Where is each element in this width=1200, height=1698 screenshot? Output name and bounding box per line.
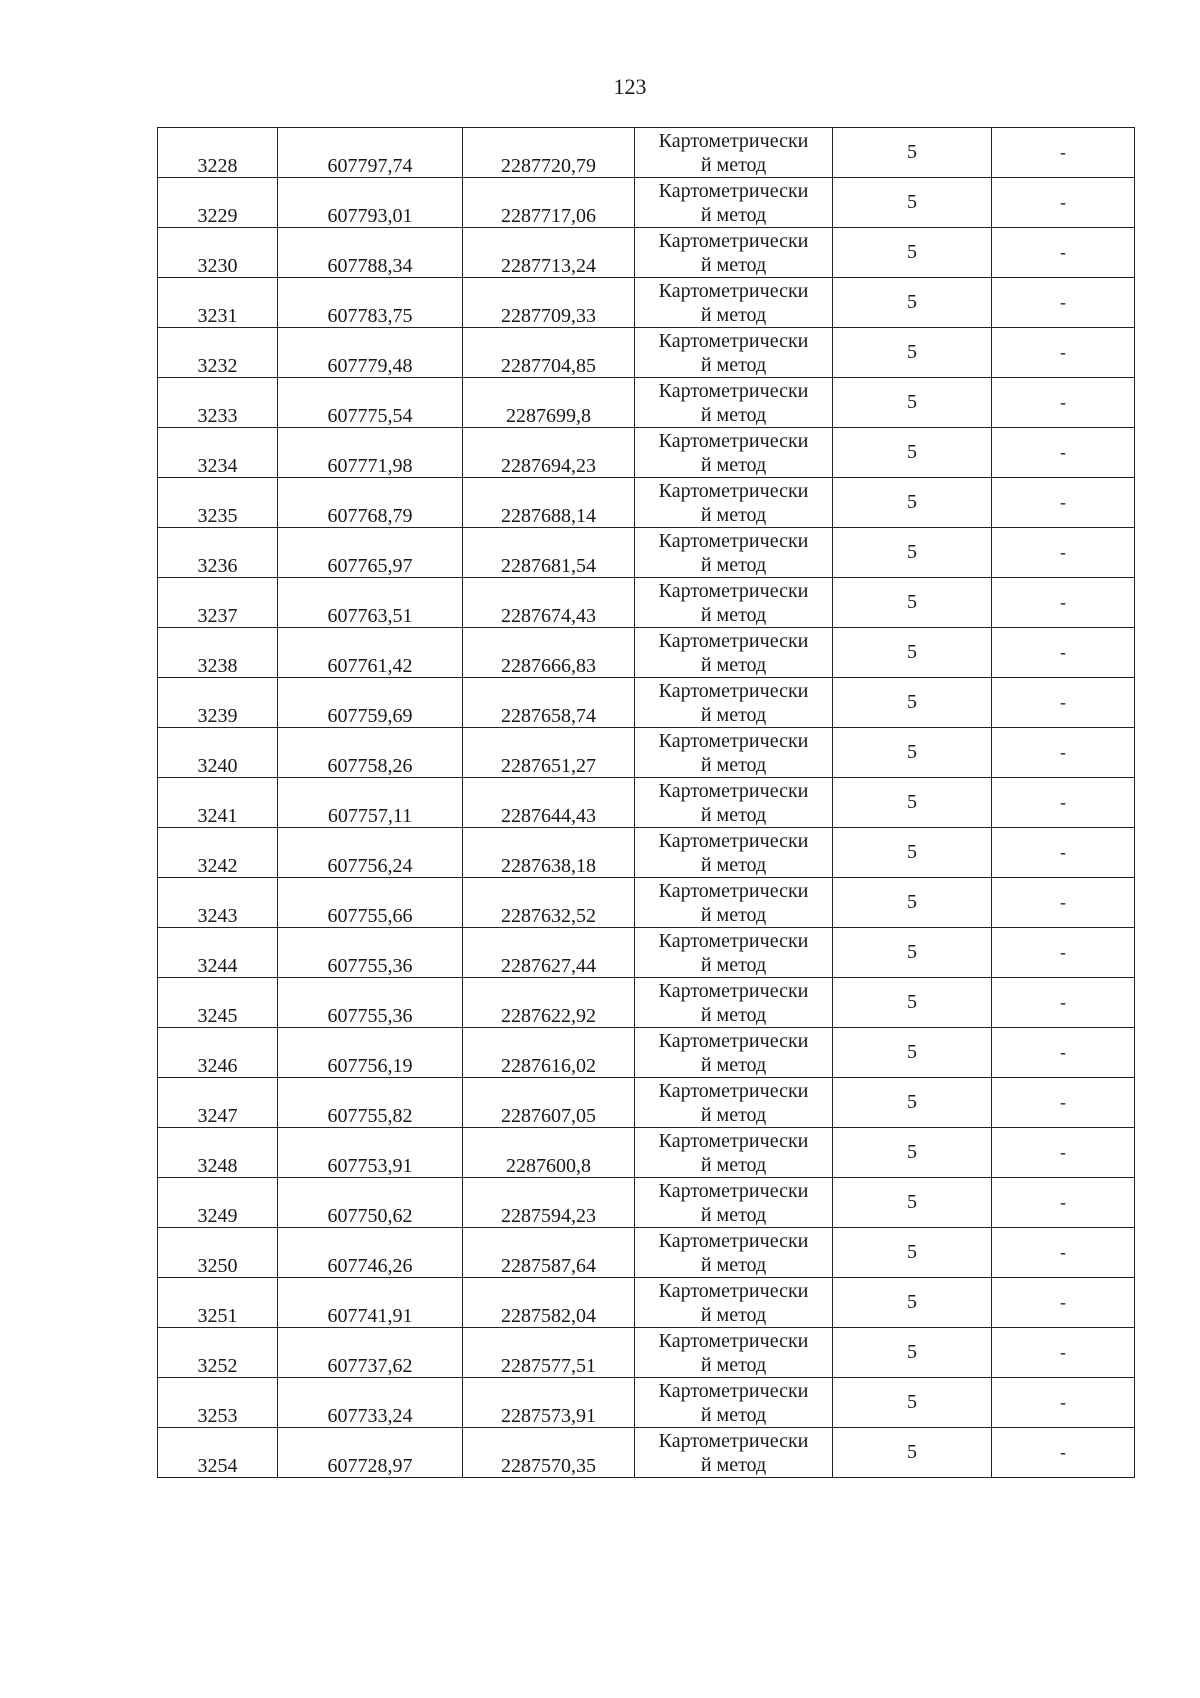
method-line-2: й метод <box>700 903 767 926</box>
note-cell: - <box>992 328 1135 378</box>
x-coordinate-cell: 607737,62 <box>278 1328 463 1378</box>
x-coordinate-cell: 607783,75 <box>278 278 463 328</box>
y-coordinate-cell: 2287622,92 <box>463 978 635 1028</box>
method-line-1: Картометрически <box>658 529 809 552</box>
method-line-1: Картометрически <box>658 579 809 602</box>
table-row <box>158 1128 1135 1178</box>
table-row <box>158 478 1135 528</box>
method-line-1: Картометрически <box>658 979 809 1002</box>
method-line-1: Картометрически <box>658 929 809 952</box>
method-cell <box>635 978 833 1028</box>
x-coordinate-cell: 607756,24 <box>278 828 463 878</box>
precision-cell: 5 <box>833 1428 992 1478</box>
precision-cell: 5 <box>833 428 992 478</box>
method-cell <box>635 828 833 878</box>
note-cell: - <box>992 1428 1135 1478</box>
method-cell <box>635 378 833 428</box>
method-line-2: й метод <box>700 553 767 576</box>
point-id-cell: 3249 <box>158 1178 278 1228</box>
point-id-cell: 3237 <box>158 578 278 628</box>
point-id-cell: 3239 <box>158 678 278 728</box>
table-body <box>158 128 1135 1478</box>
point-id-cell: 3229 <box>158 178 278 228</box>
y-coordinate-cell: 2287699,8 <box>463 378 635 428</box>
method-line-2: й метод <box>700 1303 767 1326</box>
point-id-cell: 3240 <box>158 728 278 778</box>
note-cell: - <box>992 778 1135 828</box>
note-cell: - <box>992 878 1135 928</box>
precision-cell: 5 <box>833 778 992 828</box>
precision-cell: 5 <box>833 1228 992 1278</box>
x-coordinate-cell: 607741,91 <box>278 1278 463 1328</box>
point-id-cell: 3244 <box>158 928 278 978</box>
method-line-1: Картометрически <box>658 1029 809 1052</box>
precision-cell: 5 <box>833 878 992 928</box>
note-cell: - <box>992 578 1135 628</box>
point-id-cell: 3233 <box>158 378 278 428</box>
table-row <box>158 1078 1135 1128</box>
note-cell: - <box>992 428 1135 478</box>
method-line-2: й метод <box>700 1453 767 1476</box>
y-coordinate-cell: 2287658,74 <box>463 678 635 728</box>
method-cell <box>635 1378 833 1428</box>
point-id-cell: 3241 <box>158 778 278 828</box>
method-line-2: й метод <box>700 503 767 526</box>
method-line-1: Картометрически <box>658 179 809 202</box>
y-coordinate-cell: 2287607,05 <box>463 1078 635 1128</box>
point-id-cell: 3245 <box>158 978 278 1028</box>
note-cell: - <box>992 928 1135 978</box>
table-row <box>158 278 1135 328</box>
method-line-2: й метод <box>700 253 767 276</box>
precision-cell: 5 <box>833 628 992 678</box>
point-id-cell: 3236 <box>158 528 278 578</box>
method-line-1: Картометрически <box>658 679 809 702</box>
method-line-1: Картометрически <box>658 479 809 502</box>
note-cell: - <box>992 1228 1135 1278</box>
method-line-2: й метод <box>700 353 767 376</box>
point-id-cell: 3248 <box>158 1128 278 1178</box>
point-id-cell: 3231 <box>158 278 278 328</box>
method-cell <box>635 728 833 778</box>
method-cell <box>635 478 833 528</box>
method-line-1: Картометрически <box>658 879 809 902</box>
x-coordinate-cell: 607779,48 <box>278 328 463 378</box>
table-row <box>158 1278 1135 1328</box>
method-cell <box>635 178 833 228</box>
method-cell <box>635 1278 833 1328</box>
method-line-1: Картометрически <box>658 1079 809 1102</box>
method-line-2: й метод <box>700 1153 767 1176</box>
method-line-1: Картометрически <box>658 1329 809 1352</box>
y-coordinate-cell: 2287638,18 <box>463 828 635 878</box>
x-coordinate-cell: 607753,91 <box>278 1128 463 1178</box>
precision-cell: 5 <box>833 278 992 328</box>
note-cell: - <box>992 1378 1135 1428</box>
method-line-1: Картометрически <box>658 1179 809 1202</box>
precision-cell: 5 <box>833 178 992 228</box>
y-coordinate-cell: 2287651,27 <box>463 728 635 778</box>
method-cell <box>635 928 833 978</box>
method-cell <box>635 1178 833 1228</box>
precision-cell: 5 <box>833 1378 992 1428</box>
x-coordinate-cell: 607728,97 <box>278 1428 463 1478</box>
x-coordinate-cell: 607768,79 <box>278 478 463 528</box>
method-line-2: й метод <box>700 603 767 626</box>
method-line-1: Картометрически <box>658 829 809 852</box>
point-id-cell: 3254 <box>158 1428 278 1478</box>
method-cell <box>635 328 833 378</box>
x-coordinate-cell: 607757,11 <box>278 778 463 828</box>
method-line-2: й метод <box>700 1003 767 1026</box>
x-coordinate-cell: 607755,82 <box>278 1078 463 1128</box>
point-id-cell: 3247 <box>158 1078 278 1128</box>
table-row <box>158 1428 1135 1478</box>
point-id-cell: 3243 <box>158 878 278 928</box>
y-coordinate-cell: 2287709,33 <box>463 278 635 328</box>
method-line-1: Картометрически <box>658 629 809 652</box>
method-cell <box>635 1128 833 1178</box>
note-cell: - <box>992 528 1135 578</box>
note-cell: - <box>992 978 1135 1028</box>
note-cell: - <box>992 1128 1135 1178</box>
x-coordinate-cell: 607771,98 <box>278 428 463 478</box>
note-cell: - <box>992 678 1135 728</box>
note-cell: - <box>992 728 1135 778</box>
table-row <box>158 678 1135 728</box>
method-cell <box>635 628 833 678</box>
y-coordinate-cell: 2287616,02 <box>463 1028 635 1078</box>
point-id-cell: 3230 <box>158 228 278 278</box>
x-coordinate-cell: 607758,26 <box>278 728 463 778</box>
point-id-cell: 3252 <box>158 1328 278 1378</box>
method-cell <box>635 1328 833 1378</box>
method-line-2: й метод <box>700 453 767 476</box>
y-coordinate-cell: 2287704,85 <box>463 328 635 378</box>
y-coordinate-cell: 2287681,54 <box>463 528 635 578</box>
table-row <box>158 1028 1135 1078</box>
table-row <box>158 328 1135 378</box>
method-line-1: Картометрически <box>658 279 809 302</box>
method-line-2: й метод <box>700 1103 767 1126</box>
y-coordinate-cell: 2287694,23 <box>463 428 635 478</box>
y-coordinate-cell: 2287644,43 <box>463 778 635 828</box>
precision-cell: 5 <box>833 328 992 378</box>
x-coordinate-cell: 607746,26 <box>278 1228 463 1278</box>
page-number: 123 <box>613 74 647 99</box>
x-coordinate-cell: 607793,01 <box>278 178 463 228</box>
point-id-cell: 3251 <box>158 1278 278 1328</box>
method-line-1: Картометрически <box>658 1229 809 1252</box>
note-cell: - <box>992 228 1135 278</box>
note-cell: - <box>992 1078 1135 1128</box>
method-cell <box>635 528 833 578</box>
precision-cell: 5 <box>833 478 992 528</box>
note-cell: - <box>992 478 1135 528</box>
precision-cell: 5 <box>833 528 992 578</box>
coordinates-table <box>157 127 1135 1478</box>
table-row <box>158 1178 1135 1228</box>
method-line-2: й метод <box>700 653 767 676</box>
x-coordinate-cell: 607756,19 <box>278 1028 463 1078</box>
method-line-2: й метод <box>700 1203 767 1226</box>
table-row <box>158 428 1135 478</box>
x-coordinate-cell: 607765,97 <box>278 528 463 578</box>
table-row <box>158 1378 1135 1428</box>
x-coordinate-cell: 607759,69 <box>278 678 463 728</box>
method-line-2: й метод <box>700 953 767 976</box>
note-cell: - <box>992 828 1135 878</box>
method-line-2: й метод <box>700 853 767 876</box>
point-id-cell: 3228 <box>158 128 278 178</box>
table-row <box>158 128 1135 178</box>
x-coordinate-cell: 607761,42 <box>278 628 463 678</box>
method-cell <box>635 1228 833 1278</box>
method-line-1: Картометрически <box>658 329 809 352</box>
precision-cell: 5 <box>833 1328 992 1378</box>
note-cell: - <box>992 378 1135 428</box>
method-cell <box>635 578 833 628</box>
note-cell: - <box>992 628 1135 678</box>
x-coordinate-cell: 607763,51 <box>278 578 463 628</box>
precision-cell: 5 <box>833 1128 992 1178</box>
method-line-2: й метод <box>700 1053 767 1076</box>
method-cell <box>635 1428 833 1478</box>
note-cell: - <box>992 1178 1135 1228</box>
table-row <box>158 578 1135 628</box>
y-coordinate-cell: 2287717,06 <box>463 178 635 228</box>
precision-cell: 5 <box>833 828 992 878</box>
method-line-1: Картометрически <box>658 429 809 452</box>
note-cell: - <box>992 178 1135 228</box>
point-id-cell: 3235 <box>158 478 278 528</box>
method-line-1: Картометрически <box>658 379 809 402</box>
point-id-cell: 3246 <box>158 1028 278 1078</box>
note-cell: - <box>992 278 1135 328</box>
point-id-cell: 3238 <box>158 628 278 678</box>
method-cell <box>635 1078 833 1128</box>
table-row <box>158 628 1135 678</box>
method-cell <box>635 878 833 928</box>
method-cell <box>635 128 833 178</box>
y-coordinate-cell: 2287666,83 <box>463 628 635 678</box>
method-cell <box>635 278 833 328</box>
y-coordinate-cell: 2287627,44 <box>463 928 635 978</box>
note-cell: - <box>992 128 1135 178</box>
precision-cell: 5 <box>833 378 992 428</box>
precision-cell: 5 <box>833 678 992 728</box>
method-cell <box>635 228 833 278</box>
x-coordinate-cell: 607750,62 <box>278 1178 463 1228</box>
table-row <box>158 778 1135 828</box>
method-line-1: Картометрически <box>658 1279 809 1302</box>
method-line-2: й метод <box>700 803 767 826</box>
precision-cell: 5 <box>833 578 992 628</box>
point-id-cell: 3250 <box>158 1228 278 1278</box>
x-coordinate-cell: 607755,36 <box>278 978 463 1028</box>
precision-cell: 5 <box>833 978 992 1028</box>
method-line-1: Картометрически <box>658 729 809 752</box>
method-line-2: й метод <box>700 1353 767 1376</box>
y-coordinate-cell: 2287570,35 <box>463 1428 635 1478</box>
method-line-2: й метод <box>700 153 767 176</box>
point-id-cell: 3234 <box>158 428 278 478</box>
method-line-1: Картометрически <box>658 129 809 152</box>
y-coordinate-cell: 2287573,91 <box>463 1378 635 1428</box>
method-line-2: й метод <box>700 303 767 326</box>
method-line-1: Картометрически <box>658 1429 809 1452</box>
method-line-2: й метод <box>700 753 767 776</box>
precision-cell: 5 <box>833 728 992 778</box>
table-row <box>158 978 1135 1028</box>
method-line-2: й метод <box>700 1403 767 1426</box>
x-coordinate-cell: 607788,34 <box>278 228 463 278</box>
x-coordinate-cell: 607797,74 <box>278 128 463 178</box>
table-row <box>158 228 1135 278</box>
precision-cell: 5 <box>833 1178 992 1228</box>
table-row <box>158 828 1135 878</box>
precision-cell: 5 <box>833 1078 992 1128</box>
table-row <box>158 728 1135 778</box>
method-cell <box>635 428 833 478</box>
precision-cell: 5 <box>833 128 992 178</box>
method-line-2: й метод <box>700 403 767 426</box>
precision-cell: 5 <box>833 1028 992 1078</box>
y-coordinate-cell: 2287582,04 <box>463 1278 635 1328</box>
y-coordinate-cell: 2287632,52 <box>463 878 635 928</box>
precision-cell: 5 <box>833 1278 992 1328</box>
y-coordinate-cell: 2287713,24 <box>463 228 635 278</box>
y-coordinate-cell: 2287594,23 <box>463 1178 635 1228</box>
method-line-1: Картометрически <box>658 1129 809 1152</box>
note-cell: - <box>992 1028 1135 1078</box>
note-cell: - <box>992 1328 1135 1378</box>
method-line-1: Картометрически <box>658 779 809 802</box>
y-coordinate-cell: 2287577,51 <box>463 1328 635 1378</box>
y-coordinate-cell: 2287720,79 <box>463 128 635 178</box>
method-line-2: й метод <box>700 1253 767 1276</box>
method-cell <box>635 1028 833 1078</box>
method-line-1: Картометрически <box>658 1379 809 1402</box>
method-line-2: й метод <box>700 703 767 726</box>
method-cell <box>635 778 833 828</box>
x-coordinate-cell: 607755,36 <box>278 928 463 978</box>
point-id-cell: 3253 <box>158 1378 278 1428</box>
y-coordinate-cell: 2287587,64 <box>463 1228 635 1278</box>
table-row <box>158 528 1135 578</box>
method-line-1: Картометрически <box>658 229 809 252</box>
point-id-cell: 3242 <box>158 828 278 878</box>
y-coordinate-cell: 2287674,43 <box>463 578 635 628</box>
table-row <box>158 378 1135 428</box>
table-row <box>158 1328 1135 1378</box>
table-row <box>158 1228 1135 1278</box>
point-id-cell: 3232 <box>158 328 278 378</box>
method-cell <box>635 678 833 728</box>
table-row <box>158 178 1135 228</box>
precision-cell: 5 <box>833 228 992 278</box>
table-row <box>158 878 1135 928</box>
y-coordinate-cell: 2287600,8 <box>463 1128 635 1178</box>
y-coordinate-cell: 2287688,14 <box>463 478 635 528</box>
table-row <box>158 928 1135 978</box>
note-cell: - <box>992 1278 1135 1328</box>
method-line-2: й метод <box>700 203 767 226</box>
precision-cell: 5 <box>833 928 992 978</box>
x-coordinate-cell: 607733,24 <box>278 1378 463 1428</box>
x-coordinate-cell: 607755,66 <box>278 878 463 928</box>
x-coordinate-cell: 607775,54 <box>278 378 463 428</box>
